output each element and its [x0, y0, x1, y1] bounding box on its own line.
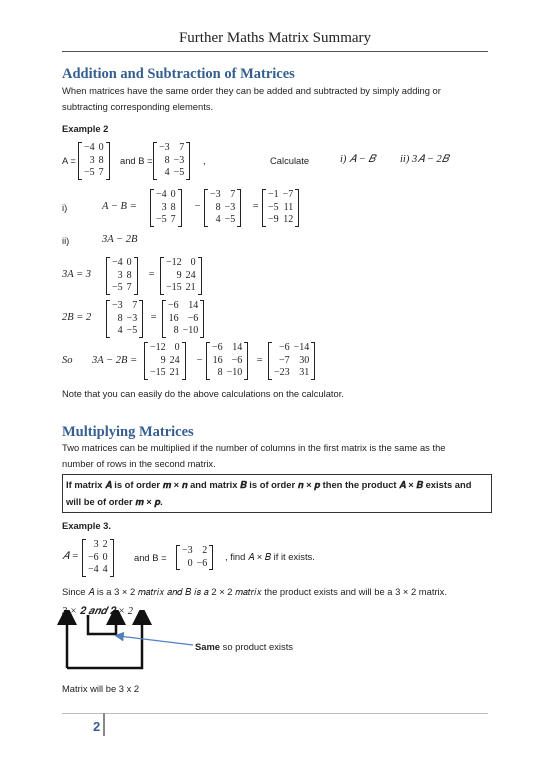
matrix-cell: 8	[164, 154, 170, 166]
matrix-cell: 7	[230, 189, 236, 200]
page-number: 2	[93, 719, 101, 734]
equals-sign: =	[150, 312, 158, 323]
bracket-right	[311, 342, 315, 380]
so-expression: 3A − 2B =	[92, 355, 138, 366]
matrix-cell: −6	[231, 354, 243, 366]
matrix-cell: 0	[170, 189, 176, 200]
minus-sign: −	[196, 355, 204, 366]
matrix-cell: 8	[98, 154, 104, 166]
matrix-cell: 24	[169, 354, 180, 366]
matrix-cell: −6	[279, 342, 290, 353]
matrix-body	[148, 342, 182, 380]
matrix-cell: 3	[93, 539, 99, 550]
equals-sign: =	[148, 269, 156, 280]
matrix-cell: −4	[84, 142, 95, 153]
matrix-cell: −9	[268, 214, 279, 225]
three-a-label: 3A = 3	[62, 269, 92, 280]
matrix-body	[154, 189, 178, 227]
matrix-row	[86, 564, 110, 577]
two-b-result	[162, 300, 204, 338]
matrix-body	[82, 142, 106, 180]
matrix-cell: 7	[170, 214, 176, 225]
matrix-cell: 14	[188, 300, 199, 311]
bracket-right	[237, 189, 241, 227]
matrix-row	[110, 257, 134, 270]
matrix-cell: −10	[182, 325, 199, 336]
minus-sign: −	[194, 201, 202, 212]
matrix-row	[110, 282, 134, 295]
matrix-row	[157, 142, 186, 155]
matrix-cell: 0	[174, 342, 180, 353]
bracket-right	[209, 545, 213, 570]
matrix-body	[110, 257, 134, 295]
matrix-cell: −3	[159, 142, 170, 153]
matrix-row	[154, 214, 178, 227]
matrix-cell: −5	[112, 282, 123, 293]
calculate-label: Calculate	[270, 155, 310, 166]
matrix-cell: −7	[282, 189, 294, 200]
ii-label: ii)	[62, 235, 70, 246]
matrix-cell: 9	[176, 269, 182, 281]
matrix-row	[110, 325, 139, 338]
a-equals-label: 𝐴 =	[62, 551, 79, 562]
matrix-row	[82, 142, 106, 155]
matrix-cell: −14	[293, 342, 310, 353]
matrix-cell: 2	[202, 545, 208, 556]
matrix-body	[210, 342, 244, 380]
matrix-cell: 0	[126, 257, 132, 268]
ii-expression: 3A − 2B	[102, 234, 138, 245]
matrix-cell: −4	[88, 564, 99, 575]
matrix-cell: 9	[160, 354, 166, 366]
matrix-cell: 0	[102, 551, 108, 563]
matrix-cell: 4	[117, 325, 123, 336]
matrix-cell: 0	[187, 557, 193, 569]
matrix-cell: −15	[166, 282, 182, 293]
matrix-row	[266, 202, 295, 215]
matrix-row	[166, 325, 200, 338]
matrix-row	[154, 202, 178, 215]
matrix-row	[86, 552, 110, 565]
same-rest-text: so product exists	[220, 641, 293, 652]
matrix-row	[82, 167, 106, 180]
rule-line-2: will be of order 𝒎 × 𝒑.	[66, 496, 163, 507]
matrix-a	[78, 142, 110, 180]
i-expression: A − B =	[102, 201, 137, 212]
matrix-body	[180, 545, 209, 570]
matrix-row	[266, 189, 295, 202]
matrix-cell: 12	[283, 214, 294, 225]
matrix-body	[86, 539, 110, 577]
matrix-row	[272, 355, 311, 368]
matrix-cell: −3	[182, 545, 193, 556]
arrow-inner	[88, 615, 116, 634]
matrix-cell: 16	[212, 354, 223, 366]
matrix-cell: 31	[299, 367, 310, 378]
matrix-cell: −3	[224, 201, 236, 213]
bracket-right	[106, 142, 110, 180]
section-title-addition: Addition and Subtraction of Matrices	[62, 66, 295, 82]
same-bold-text: Same	[195, 641, 221, 652]
section-title-multiplying: Multiplying Matrices	[62, 424, 194, 440]
bracket-right	[134, 257, 138, 295]
matrix-cell: −6	[168, 300, 179, 311]
matrix-row	[266, 214, 295, 227]
footer-rule	[62, 713, 488, 714]
matrix-cell: −3	[210, 189, 221, 200]
matrix-cell: −4	[112, 257, 123, 268]
three-a-matrix-a	[106, 257, 138, 295]
matrix-row	[86, 539, 110, 552]
matrix-cell: −5	[224, 214, 236, 225]
matrix-row	[148, 367, 182, 380]
i-matrix-a	[150, 189, 182, 227]
matrix-row	[164, 270, 198, 283]
matrix-cell: 8	[215, 201, 221, 213]
matrix-cell: 8	[173, 325, 179, 336]
matrix-cell: 0	[190, 257, 196, 268]
matrix-body	[272, 342, 311, 380]
matrix-row	[166, 300, 200, 313]
example-2-label: Example 2	[62, 123, 109, 134]
matrix-cell: −5	[126, 325, 138, 336]
matrix-row	[154, 189, 178, 202]
calculator-note: Note that you can easily do the above calculations on the calculator.	[62, 388, 344, 399]
matrix-body	[164, 257, 198, 295]
comma: ,	[203, 155, 206, 166]
equals-sign: =	[252, 201, 260, 212]
part-i-label: i) 𝐴 − 𝐵	[340, 154, 376, 165]
difference-result	[262, 189, 299, 227]
so-label: So	[62, 355, 73, 366]
matrix-cell: −6	[196, 557, 208, 569]
matrix-row	[164, 257, 198, 270]
rule-line-1: If matrix 𝑨 is of order 𝒎 × 𝒏 and matrix 𝑩 is of order 𝒏 × 𝒑 then the product 𝑨 × 𝑩 exists and	[66, 479, 472, 490]
matrix-cell: 8	[217, 367, 223, 378]
matrix-cell: 7	[98, 167, 104, 178]
matrix-row	[110, 313, 139, 326]
intro-line-2: subtracting corresponding elements.	[62, 101, 214, 112]
same-annotation	[195, 641, 293, 652]
matrix-cell: 2	[102, 539, 108, 550]
matrix-cell: −5	[173, 167, 185, 178]
bracket-right	[198, 257, 202, 295]
matrix-body	[266, 189, 295, 227]
matrix-row	[208, 202, 237, 215]
matrix-cell: −3	[112, 300, 123, 311]
bracket-right	[244, 342, 248, 380]
matrix-cell: 3	[161, 201, 167, 213]
a-label: A =	[62, 155, 76, 166]
matrix-cell: −3	[173, 154, 185, 166]
matrix-cell: 3	[89, 154, 95, 166]
matrix-cell: 7	[126, 282, 132, 293]
header-rule	[62, 51, 488, 52]
matrix-cell: 4	[102, 564, 108, 575]
matrix-row	[148, 342, 182, 355]
and-b-label: and B =	[120, 155, 153, 166]
bracket-right	[139, 300, 143, 338]
three-a-result	[160, 257, 202, 295]
matrix-cell: 3	[117, 269, 123, 281]
matrix-body	[208, 189, 237, 227]
matrix-row	[208, 214, 237, 227]
bracket-right	[186, 142, 190, 180]
matrix-cell: 4	[215, 214, 221, 225]
matrix-cell: 30	[299, 354, 310, 366]
matrix-cell: −6	[212, 342, 223, 353]
bracket-right	[182, 342, 186, 380]
matrix-cell: 0	[98, 142, 104, 153]
matrix-row	[164, 282, 198, 295]
matrix-row	[110, 300, 139, 313]
matrix-cell: −5	[84, 167, 95, 178]
matrix-cell: −10	[226, 367, 243, 378]
page-header: Further Maths Matrix Summary	[178, 30, 372, 46]
matrix-cell: 8	[170, 201, 176, 213]
two-b-label: 2B = 2	[62, 312, 92, 323]
arrow-outer-right	[67, 615, 142, 668]
matrix-row	[210, 342, 244, 355]
i-matrix-b	[204, 189, 241, 227]
and-b-label: and B =	[134, 552, 167, 563]
matrix-cell: 24	[185, 269, 196, 281]
matrix-row	[148, 355, 182, 368]
pointer-arrow	[119, 636, 193, 645]
matrix-cell: 21	[169, 367, 180, 378]
matrix-cell: 7	[179, 142, 185, 153]
matrix-cell: 21	[185, 282, 196, 293]
matrix-cell: 4	[164, 167, 170, 178]
matrix-cell: −23	[274, 367, 290, 378]
result-order-text: Matrix will be 3 x 2	[62, 683, 140, 694]
matrix-row	[210, 367, 244, 380]
matrix-cell: −6	[187, 312, 199, 324]
matrix-row	[110, 270, 134, 283]
matrix-cell: −12	[166, 257, 182, 268]
so-result-2b	[206, 342, 248, 380]
matrix-row	[208, 189, 237, 202]
bracket-right	[200, 300, 204, 338]
part-ii-label: ii) 3𝐴 − 2𝐵	[400, 154, 449, 165]
bracket-right	[295, 189, 299, 227]
mult-intro-line-1: Two matrices can be multiplied if the number of columns in the first matrix is the same as the	[62, 442, 446, 453]
two-b-matrix-b	[106, 300, 143, 338]
intro-line-1: When matrices have the same order they can be added and subtracted by simply adding or	[62, 85, 441, 96]
final-result	[268, 342, 315, 380]
so-result-3a	[144, 342, 186, 380]
matrix-cell: −12	[150, 342, 166, 353]
matrix-cell: 7	[132, 300, 138, 311]
matrix-cell: −7	[279, 354, 290, 366]
footer-bar	[103, 713, 105, 736]
matrix-cell: −5	[156, 214, 167, 225]
matrix-row	[166, 313, 200, 326]
matrix-cell: −1	[268, 189, 279, 200]
matrix-body	[110, 300, 139, 338]
since-text: Since 𝐴 is a 3 × 2 𝑚𝑎𝑡𝑟𝑖𝑥 𝑎𝑛𝑑 𝐵 𝑖𝑠 𝑎 2 × 2 𝑚𝑎𝑡𝑟𝑖𝑥 the product exists and will be a 3 × 2 matrix.	[62, 586, 447, 597]
matrix-cell: 8	[126, 269, 132, 281]
matrix-b	[153, 142, 190, 180]
matrix-cell: 16	[168, 312, 179, 324]
matrix-row	[210, 355, 244, 368]
bracket-right	[178, 189, 182, 227]
order-expression: 3 × 𝟐 𝒂𝒏𝒅 𝟐 × 2	[62, 606, 133, 617]
matrix-cell: −5	[268, 201, 279, 213]
matrix-cell: −6	[88, 551, 99, 563]
matrix-cell: 8	[117, 312, 123, 324]
matrix-row	[157, 155, 186, 168]
matrix-cell: −4	[156, 189, 167, 200]
matrix-cell: −15	[150, 367, 166, 378]
matrix-row	[180, 545, 209, 558]
example-3-matrix-a	[82, 539, 114, 577]
matrix-body	[166, 300, 200, 338]
example-3-label: Example 3.	[62, 520, 111, 531]
matrix-cell: −3	[126, 312, 138, 324]
find-product-text: , find 𝐴 × 𝐵 if it exists.	[225, 551, 315, 562]
matrix-row	[272, 342, 311, 355]
matrix-cell: 14	[232, 342, 243, 353]
matrix-row	[82, 155, 106, 168]
example-3-matrix-b	[176, 545, 213, 570]
matrix-row	[157, 167, 186, 180]
matrix-row	[272, 367, 311, 380]
equals-sign: =	[256, 355, 264, 366]
i-label: i)	[62, 202, 68, 213]
bracket-right	[110, 539, 114, 577]
matrix-row	[180, 558, 209, 571]
matrix-cell: 11	[283, 201, 294, 213]
matrix-body	[157, 142, 186, 180]
mult-intro-line-2: number of rows in the second matrix.	[62, 458, 216, 469]
